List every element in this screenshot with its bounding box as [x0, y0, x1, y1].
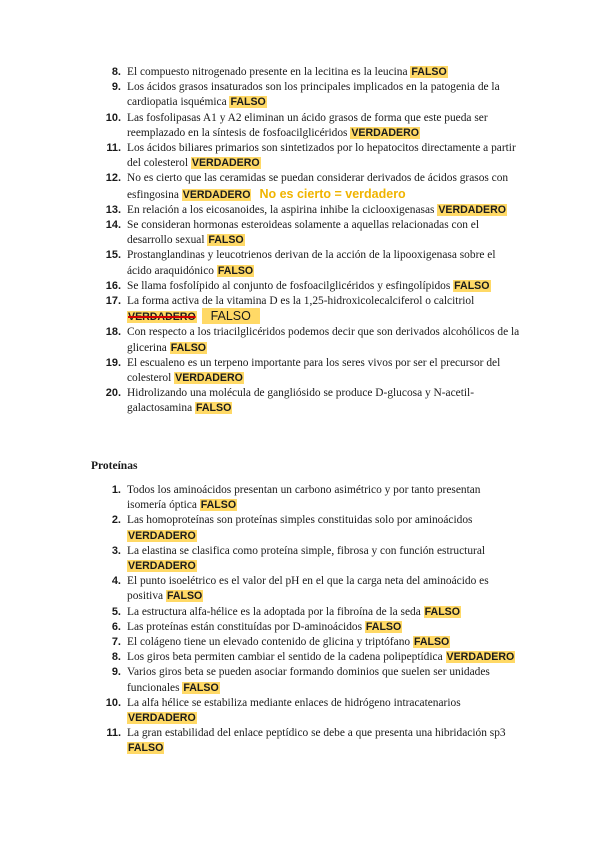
answer-highlight: FALSO: [230, 96, 266, 109]
answer-highlight: FALSO: [413, 636, 450, 649]
question-item: [91, 574, 521, 604]
answer-highlight: VERDADERO: [128, 712, 196, 725]
question-item: [91, 203, 521, 218]
answer-highlight: FALSO: [196, 402, 232, 415]
question-text: La estructura alfa-hélice es la adoptada por la fibroína de la seda: [127, 605, 421, 618]
question-text: No es cierto que las ceramidas se puedan considerar derivados de ácidos grasos con esfingosina: [127, 172, 509, 201]
question-item: [91, 248, 521, 278]
question-number: 14.: [105, 219, 121, 232]
question-item: [91, 513, 521, 543]
answer-highlight: FALSO: [411, 66, 447, 78]
question-item: [91, 483, 521, 513]
question-number: 11.: [106, 727, 121, 740]
corrected-answer-box: FALSO: [202, 308, 260, 324]
question-item: [91, 726, 521, 756]
question-number: 5.: [111, 605, 121, 618]
question-number: 3.: [111, 544, 121, 557]
question-item: [91, 665, 521, 695]
answer-highlight: VERDADERO: [128, 529, 196, 542]
question-item: [91, 294, 521, 325]
question-number: 10.: [105, 696, 121, 709]
question-text: Las homoproteínas son proteínas simples constituidas solo por aminoácidos: [127, 514, 473, 527]
answer-highlight: FALSO: [208, 234, 244, 247]
question-number: 2.: [111, 514, 121, 527]
answer-highlight: VERDADERO: [175, 372, 243, 385]
question-number: 18.: [105, 326, 121, 339]
question-number: 9.: [111, 81, 121, 94]
question-text: Se llama fosfolípido al conjunto de fosfoacilglicéridos y esfingolípidos: [127, 279, 451, 292]
question-text: Las fosfolipasas A1 y A2 eliminan un ácido grasos de forma que este pueda ser reemplazado en la síntesis de fosfoacilglicéridos: [127, 111, 488, 139]
question-item: [91, 635, 521, 650]
question-number: 8.: [111, 66, 121, 78]
answer-highlight: VERDADERO: [351, 126, 420, 139]
question-number: 4.: [111, 575, 121, 588]
question-text: Prostanglandinas y leucotrienos derivan de la acción de la lipooxigenasa sobre el ácido araquidónico: [127, 249, 496, 277]
answer-highlight: FALSO: [183, 681, 219, 694]
question-text: Hidrolizando una molécula de gangliósido se produce D-glucosa y N-acetil-galactosamina: [127, 387, 474, 415]
question-number: 17.: [105, 295, 121, 308]
answer-highlight: VERDADERO: [128, 560, 196, 573]
question-text: El punto isoelétrico es el valor del pH en el que la carga neta del aminoácido es positiva: [127, 575, 489, 603]
question-item: [91, 65, 521, 80]
question-text: El colágeno tiene un elevado contenido de glicina y triptófano: [127, 636, 411, 649]
question-number: 16.: [105, 279, 121, 292]
question-number: 13.: [105, 203, 121, 216]
question-number: 19.: [105, 356, 121, 369]
question-text: La elastina se clasifica como proteína simple, fibrosa y con función estructural: [127, 544, 486, 557]
question-text: La gran estabilidad del enlace peptídico se debe a que presenta una hibridación sp3: [127, 727, 506, 740]
question-number: 10.: [105, 111, 121, 124]
question-item: [91, 218, 521, 248]
question-list-proteins: [91, 483, 521, 757]
answer-highlight: FALSO: [365, 620, 402, 633]
handwritten-note: No es cierto = verdadero: [259, 186, 406, 201]
question-item: [91, 386, 521, 416]
answer-highlight: FALSO: [217, 264, 254, 277]
answer-highlight: FALSO: [200, 499, 237, 512]
question-text: Con respecto a los triacilglicéridos podemos decir que son derivados alcohólicos de la glicerina: [127, 326, 520, 354]
question-item: [91, 620, 521, 635]
question-text: Todos los aminoácidos presentan un carbono asimétrico y por tanto presentan isomería óptica: [127, 484, 481, 512]
question-item: [91, 696, 521, 726]
answer-highlight: VERDADERO: [182, 188, 251, 201]
question-text: La alfa hélice se estabiliza mediante enlaces de hidrógeno intracatenarios: [127, 696, 461, 709]
question-list-lipids: [91, 65, 521, 417]
question-text: Los giros beta permiten cambiar el sentido de la cadena polipeptídica: [127, 651, 443, 664]
question-number: 15.: [105, 249, 121, 262]
answer-highlight: FALSO: [128, 742, 164, 755]
question-text: El compuesto nitrogenado presente en la lecitina es la leucina: [127, 66, 408, 78]
question-item: [91, 544, 521, 574]
question-text: Los ácidos grasos insaturados son los principales implicados en la patogenia de la cardiopatia isquémica: [127, 81, 500, 109]
answer-highlight: VERDADERO: [191, 157, 260, 170]
question-number: 12.: [105, 172, 121, 185]
question-item: [91, 171, 521, 202]
answer-highlight: FALSO: [170, 341, 207, 354]
question-text: La forma activa de la vitamina D es la 1,25-hidroxicolecalciferol o calcitriol: [127, 295, 475, 308]
section-title: Proteínas: [91, 460, 138, 472]
question-item: [91, 356, 521, 386]
question-item: [91, 650, 521, 665]
question-item: [91, 605, 521, 620]
question-item: [91, 141, 521, 171]
question-text: En relación a los eicosanoides, la aspirina inhibe la ciclooxigenasas: [127, 203, 435, 216]
answer-highlight: FALSO: [166, 590, 203, 603]
question-text: Los ácidos biliares primarios son sintetizados por lo hepatocitos directamente a partir del colesterol: [127, 142, 516, 170]
question-number: 11.: [106, 142, 121, 155]
question-item: [91, 111, 521, 141]
answer-highlight: VERDADERO: [438, 203, 507, 216]
question-item: [91, 279, 521, 294]
answer-highlight: FALSO: [424, 605, 460, 618]
question-item: [91, 80, 521, 110]
question-text: Se consideran hormonas esteroideas solamente a aquellas relacionadas con el desarrollo sexual: [127, 219, 480, 247]
question-number: 6.: [111, 620, 121, 633]
question-text: Las proteínas están constituídas por D-aminoácidos: [127, 620, 363, 633]
struck-answer: VERDADERO: [128, 311, 196, 324]
answer-highlight: VERDADERO: [446, 651, 515, 664]
question-text: El escualeno es un terpeno importante para los seres vivos por ser el precursor del colesterol: [127, 356, 501, 385]
question-number: 1.: [111, 484, 121, 496]
answer-highlight: FALSO: [454, 279, 490, 292]
question-number: 8.: [111, 651, 121, 664]
question-number: 20.: [105, 387, 121, 400]
question-number: 9.: [111, 666, 121, 679]
question-number: 7.: [111, 636, 121, 649]
question-text: Varios giros beta se pueden asociar formando dominios que suelen ser unidades funcionales: [127, 666, 490, 694]
question-item: [91, 325, 521, 355]
